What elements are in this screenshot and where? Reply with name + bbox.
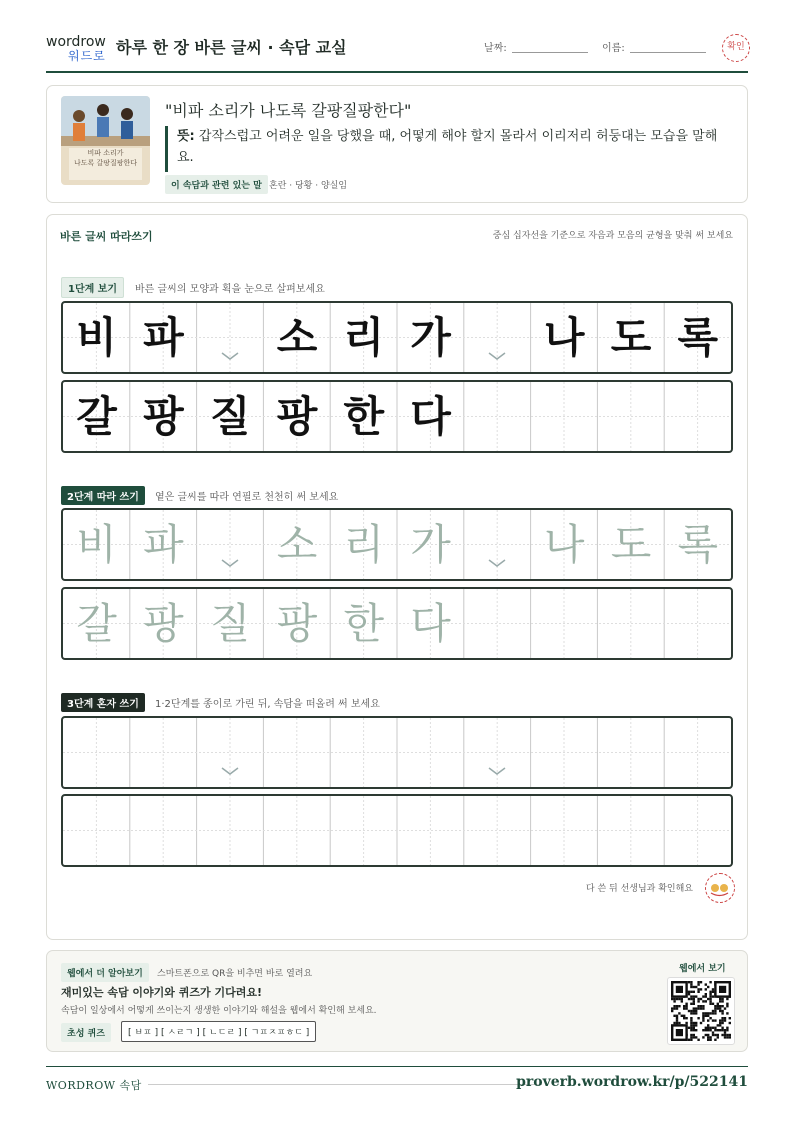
grid-char[interactable] xyxy=(263,718,330,787)
grid-cell[interactable] xyxy=(197,718,264,787)
qr-label: 웹에서 보기 xyxy=(679,964,726,974)
grid-char: 나 xyxy=(543,313,585,362)
grid-char: 팡 xyxy=(276,392,318,441)
grid-cell xyxy=(597,382,664,451)
teacher-stamp-icon xyxy=(705,873,735,903)
grid-cell[interactable] xyxy=(464,718,531,787)
proverb-title: "비파 소리가 나도록 갈팡질팡한다" xyxy=(165,101,412,120)
grid-char: 파 xyxy=(143,313,184,362)
footer-brand: WORDROW 속담 xyxy=(46,1079,142,1092)
grid-char: 도 xyxy=(610,313,652,362)
chosung-quiz: [ ㅂㅍ ] [ ㅅㄹㄱ ] [ ㄴㄷㄹ ] [ ㄱㅍㅈㅍㅎㄷ ] xyxy=(121,1021,316,1042)
quiz-label: 초성 퀴즈 xyxy=(61,1023,111,1042)
grid-cell[interactable] xyxy=(597,796,664,865)
grid-char: 록 xyxy=(677,313,719,362)
web-box xyxy=(46,950,748,1052)
writing-grid xyxy=(61,301,733,374)
step3-tag: 3단계 혼자 쓰기 xyxy=(61,693,145,712)
name-field[interactable] xyxy=(630,52,706,53)
grid-char[interactable] xyxy=(63,718,130,787)
qr-code[interactable] xyxy=(667,977,735,1045)
blank-grid[interactable] xyxy=(61,716,733,789)
grid-cell[interactable] xyxy=(197,510,264,579)
grid-char[interactable]: 소 xyxy=(276,520,318,569)
date-field[interactable] xyxy=(512,52,588,53)
blank-grid[interactable] xyxy=(61,794,733,867)
grid-char[interactable]: 도 xyxy=(610,520,652,569)
meaning-label: 뜻: xyxy=(177,129,195,144)
check-note: 다 쓴 뒤 선생님과 확인해요 xyxy=(585,884,693,894)
proverb-illustration xyxy=(61,96,150,185)
step2-desc: 옅은 글씨를 따라 연필로 천천히 써 보세요 xyxy=(155,492,339,503)
footer-divider xyxy=(148,1084,542,1085)
grid-cell[interactable] xyxy=(664,796,731,865)
grid-char[interactable]: 다 xyxy=(410,599,451,648)
proverb-meaning xyxy=(165,126,725,172)
grid-char[interactable] xyxy=(330,718,397,787)
grid-char[interactable] xyxy=(397,796,464,865)
name-label: 이름: xyxy=(602,43,625,54)
grid-char[interactable]: 갈 xyxy=(76,599,117,648)
step3-desc: 1·2단계를 종이로 가린 뒤, 속담을 떠올려 써 보세요 xyxy=(155,699,380,710)
grid-char[interactable]: 나 xyxy=(543,520,585,569)
grid-cell xyxy=(531,382,598,451)
grid-cell[interactable] xyxy=(597,589,664,658)
grid-char[interactable] xyxy=(597,718,664,787)
practice-title: 바른 글씨 따라쓰기 xyxy=(60,230,153,243)
writing-grid xyxy=(61,380,733,453)
grid-cell xyxy=(464,382,531,451)
practice-note: 중심 십자선을 기준으로 자음과 모음의 균형을 맞춰 써 보세요 xyxy=(492,231,733,241)
grid-char[interactable]: 팡 xyxy=(143,599,184,648)
grid-cell[interactable] xyxy=(464,796,531,865)
grid-cell xyxy=(664,382,731,451)
grid-char: 갈 xyxy=(76,392,117,441)
grid-cell xyxy=(197,303,264,372)
grid-cell xyxy=(464,303,531,372)
logo-korean: 워드로 xyxy=(68,49,106,63)
grid-char[interactable] xyxy=(263,796,330,865)
grid-char: 질 xyxy=(209,392,251,441)
grid-char[interactable]: 파 xyxy=(143,520,184,569)
grid-char: 한 xyxy=(343,392,385,441)
grid-char: 비 xyxy=(76,313,117,362)
grid-char: 다 xyxy=(410,392,451,441)
grid-char: 소 xyxy=(276,313,318,362)
grid-char[interactable]: 한 xyxy=(343,599,385,648)
grid-char[interactable] xyxy=(531,718,598,787)
grid-cell[interactable] xyxy=(531,589,598,658)
grid-char[interactable] xyxy=(130,796,197,865)
web-headline: 재미있는 속담 이야기와 퀴즈가 기다려요! xyxy=(61,986,262,999)
grid-char[interactable] xyxy=(330,796,397,865)
related-label: 이 속담과 관련 있는 말 xyxy=(165,175,268,194)
grid-char[interactable] xyxy=(397,718,464,787)
grid-char: 가 xyxy=(410,313,451,362)
web-tag: 웹에서 더 알아보기 xyxy=(61,963,149,982)
grid-char[interactable] xyxy=(63,796,130,865)
grid-char[interactable]: 록 xyxy=(677,520,719,569)
page-footer xyxy=(46,1066,748,1096)
grid-char[interactable]: 질 xyxy=(209,599,251,648)
proverb-card xyxy=(46,85,748,203)
footer-url[interactable]: proverb.wordrow.kr/p/522141 xyxy=(516,1074,748,1090)
practice-section xyxy=(46,214,748,940)
grid-char: 리 xyxy=(343,313,385,362)
step2-tag: 2단계 따라 쓰기 xyxy=(61,486,145,505)
page-title: 하루 한 장 바른 글씨 · 속담 교실 xyxy=(116,38,347,57)
grid-cell[interactable] xyxy=(464,589,531,658)
grid-cell[interactable] xyxy=(531,796,598,865)
step1-tag: 1단계 보기 xyxy=(61,277,124,298)
grid-char[interactable]: 가 xyxy=(410,520,451,569)
grid-char[interactable]: 팡 xyxy=(276,599,318,648)
check-stamp: 확인 xyxy=(722,34,750,62)
logo: wordrow xyxy=(46,34,106,50)
grid-cell[interactable] xyxy=(464,510,531,579)
grid-char[interactable] xyxy=(197,796,264,865)
grid-char[interactable]: 리 xyxy=(343,520,385,569)
web-description: 속담이 일상에서 어떻게 쓰이는지 생생한 이야기와 해설을 웹에서 확인해 보세요. xyxy=(61,1006,377,1016)
page-header xyxy=(46,30,748,73)
web-tag-note: 스마트폰으로 QR을 비추면 바로 열려요 xyxy=(157,969,313,979)
grid-char[interactable] xyxy=(130,718,197,787)
step1-desc: 바른 글씨의 모양과 획을 눈으로 살펴보세요 xyxy=(135,284,325,295)
grid-char[interactable]: 비 xyxy=(76,520,117,569)
grid-char: 팡 xyxy=(143,392,184,441)
related-words: 혼란 · 당황 · 양실임 xyxy=(269,181,348,191)
thumb-caption: 비파 소리가 나도록 갈팡질팡한다 xyxy=(73,149,138,167)
meaning-text: 갑작스럽고 어려운 일을 당했을 때, 어떻게 해야 할지 몰라서 이리저리 허둥대는 모습을 말해요. xyxy=(177,129,718,165)
date-label: 날짜: xyxy=(484,43,507,54)
grid-cell[interactable] xyxy=(664,589,731,658)
tracing-grid[interactable] xyxy=(61,508,733,581)
tracing-grid[interactable] xyxy=(61,587,733,660)
grid-char[interactable] xyxy=(664,718,731,787)
